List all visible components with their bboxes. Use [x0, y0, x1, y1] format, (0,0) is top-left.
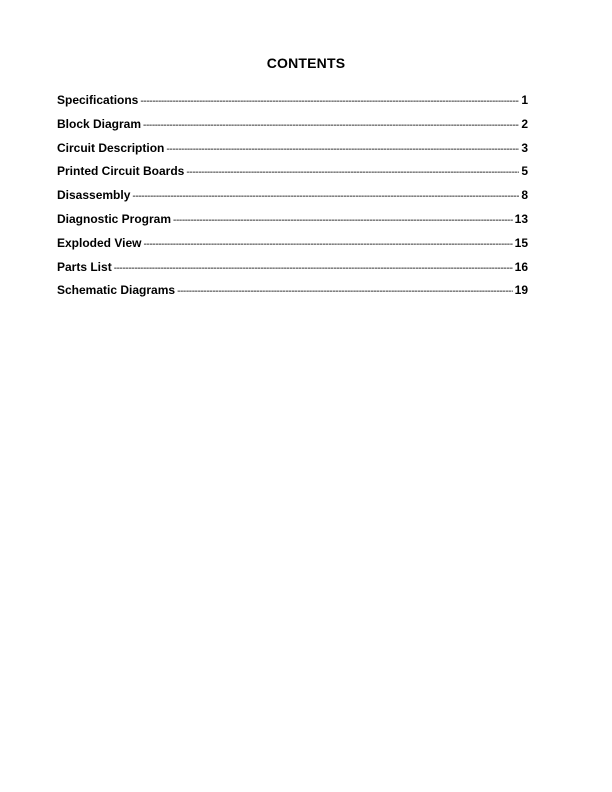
- toc-dot-leader: [186, 166, 519, 180]
- toc-entry-page-number: 2: [521, 116, 528, 131]
- toc-entry-label: Exploded View: [57, 235, 142, 250]
- toc-dot-leader: [143, 119, 519, 133]
- toc-entry-label: Parts List: [57, 259, 112, 274]
- toc-dot-leader: [177, 285, 513, 299]
- toc-entry-page-number: 5: [521, 164, 528, 179]
- toc-entry-page-number: 15: [514, 235, 528, 250]
- toc-dot-leader: [114, 262, 513, 276]
- toc-entry-label: Block Diagram: [57, 116, 142, 131]
- toc-entry-page-number: 13: [514, 211, 528, 226]
- toc-entry-schematic-diagrams[interactable]: [57, 283, 528, 307]
- toc-entry-circuit-description[interactable]: [57, 141, 528, 165]
- toc-entry-label: Disassembly: [57, 188, 131, 203]
- toc-dot-leader: [143, 238, 512, 252]
- toc-entry-disassembly[interactable]: [57, 188, 528, 212]
- toc-entry-label: Specifications: [57, 93, 139, 107]
- toc-entry-specifications[interactable]: [57, 93, 528, 117]
- toc-entry-page-number: 19: [514, 283, 528, 298]
- page-title: CONTENTS: [266, 55, 346, 71]
- toc-entry-label: Diagnostic Program: [57, 211, 172, 226]
- toc-entry-printed-circuit-boards[interactable]: [57, 164, 528, 188]
- toc-entry-label: Schematic Diagrams: [57, 283, 176, 298]
- toc-dot-leader: [166, 143, 519, 157]
- toc-entry-page-number: 8: [521, 188, 528, 203]
- toc-entry-label: Circuit Description: [57, 140, 165, 155]
- toc-entry-exploded-view[interactable]: [57, 236, 528, 260]
- toc-entry-label: Printed Circuit Boards: [57, 164, 185, 179]
- toc-entry-page-number: 16: [514, 259, 528, 274]
- table-of-contents: [57, 93, 528, 307]
- toc-dot-leader: [173, 214, 513, 228]
- toc-entry-parts-list[interactable]: [57, 260, 528, 284]
- toc-entry-page-number: 3: [521, 140, 528, 155]
- toc-dot-leader: [132, 190, 519, 204]
- toc-dot-leader: [140, 95, 519, 109]
- toc-entry-block-diagram[interactable]: [57, 117, 528, 141]
- toc-entry-page-number: 1: [521, 93, 528, 107]
- toc-entry-diagnostic-program[interactable]: [57, 212, 528, 236]
